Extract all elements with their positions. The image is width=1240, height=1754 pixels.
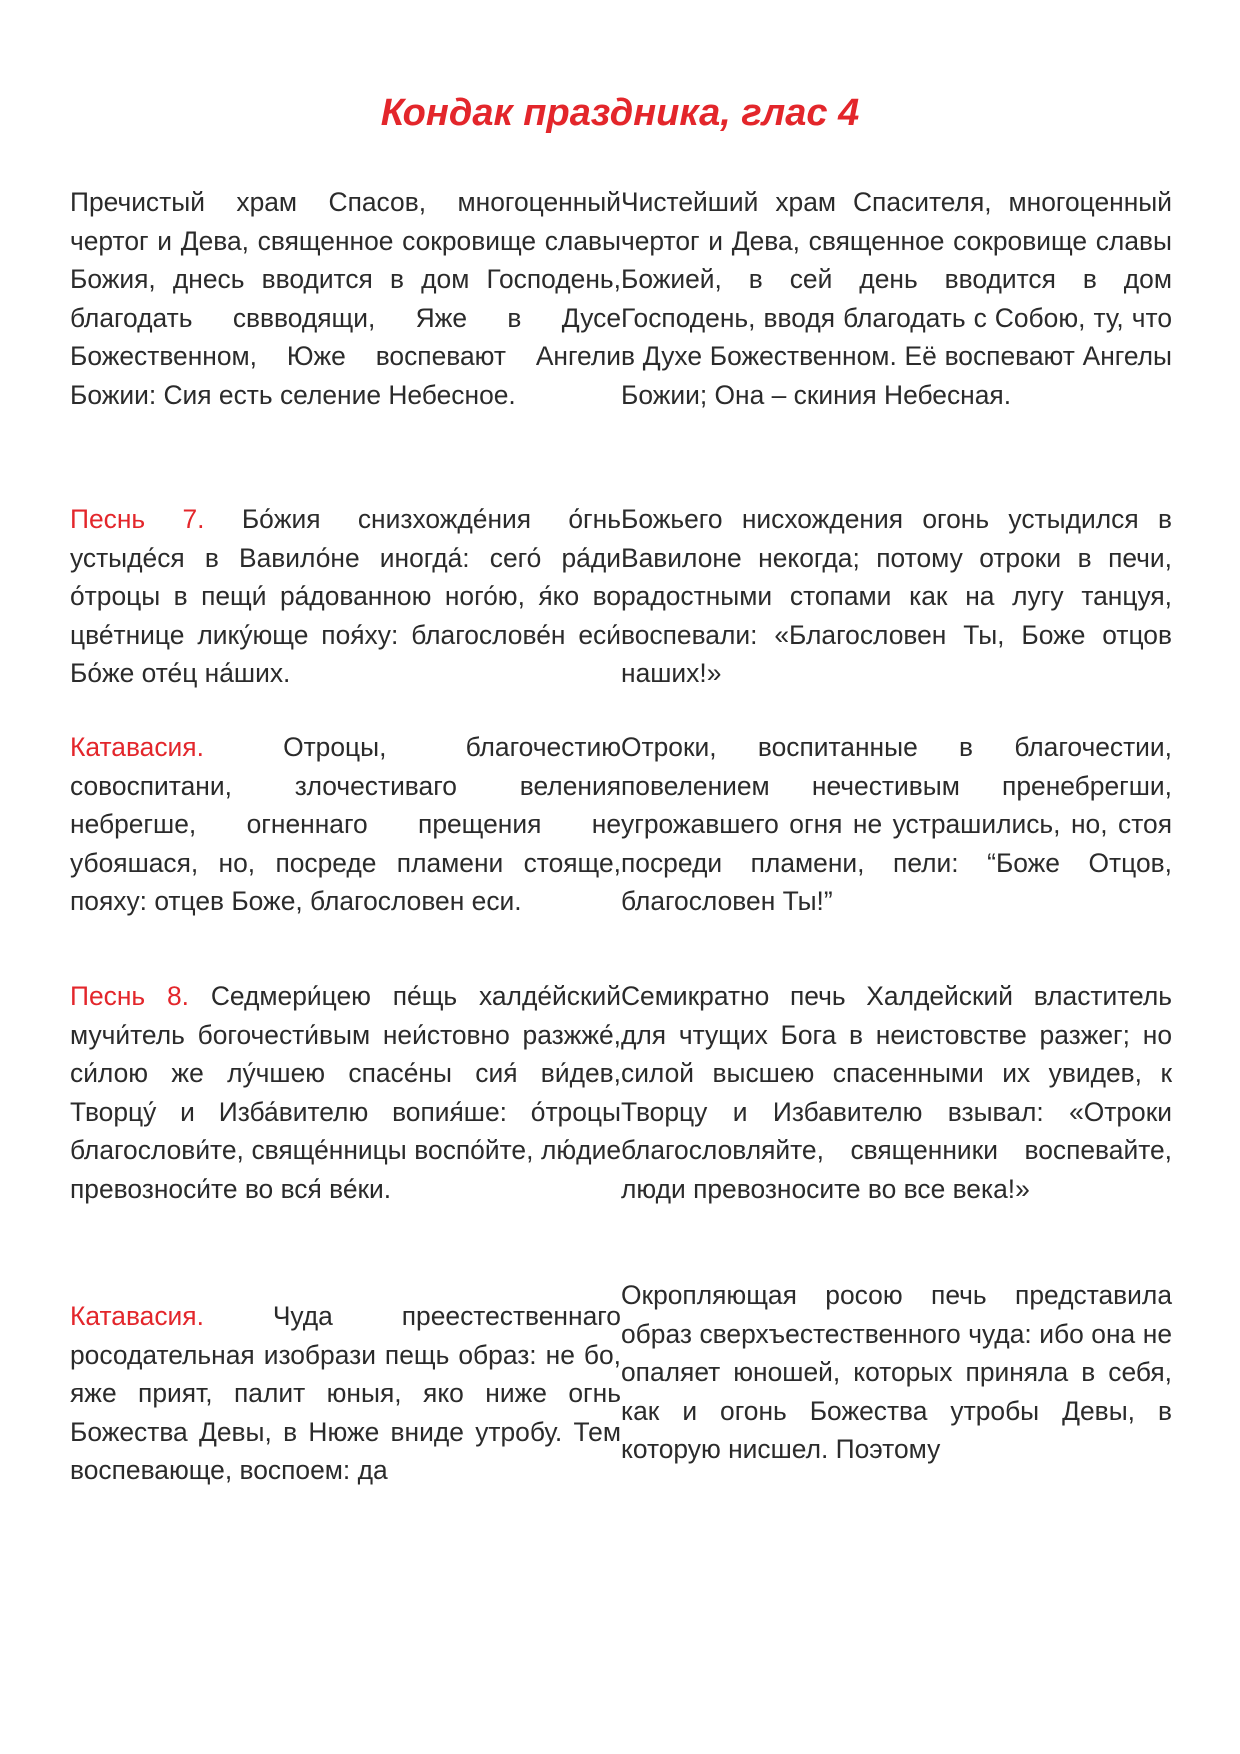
russian-text: [621, 500, 1172, 693]
slavonic-paragraph: Седмери́цею пе́щь халде́йский мучи́тель богочести́вым неи́стовно разжже́, си́лою же лу́чшею спасе́ны сия́ ви́дев, Творцу́ и Изба́вителю вопия́ше: о́троцы благослови́те, свяще́нницы воспо́йте, лю́дие превозноси́те во вся́ ве́ки.: [70, 981, 621, 1204]
slavonic-text: [70, 728, 621, 921]
section-katavasia-7: [70, 728, 1172, 921]
section-kondak: [70, 183, 1172, 415]
slavonic-text: [70, 183, 621, 415]
russian-paragraph: Чистейший храм Спасителя, многоценный чертог и Дева, священное сокровище славы Божией, в сей день вводится в дом Господень, вводя благодать с Собою, ту, что в Духе Божественном. Её воспевают Ангелы Божии; Она – скиния Небесная.: [621, 187, 1172, 410]
slavonic-text: [70, 977, 621, 1209]
section-label: Катавасия.: [70, 1301, 204, 1331]
slavonic-text: [70, 500, 621, 693]
section-katavasia-8: [70, 1276, 1172, 1490]
slavonic-paragraph: Бо́жия снизхожде́ния о́гнь устыде́ся в Вавило́не иногда́: сего́ ра́ди о́троцы в пещи́ ра́дованною ного́ю, я́ко во цве́тнице лику́юще поя́ху: благослове́н еси́ Бо́же оте́ц на́ших.: [70, 504, 621, 689]
slavonic-paragraph: Отроцы, благочестию совоспитани, злочестиваго веления небрегше, огненнаго прещения не убояшася, но, посреде пламени стояще, пояху: отцев Боже, благословен еси.: [70, 732, 621, 917]
section-song-8: [70, 977, 1172, 1209]
russian-text: [621, 728, 1172, 921]
slavonic-text: [70, 1276, 621, 1490]
section-label: Катавасия.: [70, 732, 204, 762]
section-song-7: [70, 500, 1172, 693]
russian-paragraph: Окропляющая росою печь представила образ сверхъестественного чуда: ибо она не опаляет юношей, которых приняла в себя, как и огонь Божества утробы Девы, в которую нисшел. Поэтому: [621, 1280, 1172, 1465]
slavonic-paragraph: Пречистый храм Спасов, многоценный чертог и Дева, священное сокровище славы Божия, днесь вводится в дом Господень, благодать сввводящи, Яже в Дусе Божественном, Юже воспевают Ангели Божии: Сия есть селение Небесное.: [70, 187, 621, 410]
russian-paragraph: Отроки, воспитанные в благочестии, повелением нечестивым пренебрегши, угрожавшего огня не устрашились, но, стоя посреди пламени, пели: “Боже Отцов, благословен Ты!”: [621, 732, 1172, 917]
russian-text: [621, 183, 1172, 415]
russian-paragraph: Семикратно печь Халдейский властитель для чтущих Бога в неистовстве разжег; но силой высшею спасенными их увидев, к Творцу и Избавителю взывал: «Отроки благословляйте, священники воспевайте, люди превозносите во все века!»: [621, 981, 1172, 1204]
russian-text: [621, 977, 1172, 1209]
slavonic-paragraph: Чуда преестественнаго росодательная изобрази пещь образ: не бо, яже прият, палит юныя, яко ниже огнь Божества Девы, в Нюже вниде утробу. Тем воспевающе, воспоем: да: [70, 1301, 621, 1486]
page-title: Кондак праздника, глас 4: [380, 92, 860, 134]
russian-text: [621, 1276, 1172, 1490]
section-label: Песнь 7.: [70, 504, 205, 534]
russian-paragraph: Божьего нисхождения огонь устыдился в Вавилоне некогда; потому отроки в печи, радостными стопами как на лугу танцуя, воспевали: «Благословен Ты, Боже отцов наших!»: [621, 504, 1172, 689]
section-label: Песнь 8.: [70, 981, 189, 1011]
